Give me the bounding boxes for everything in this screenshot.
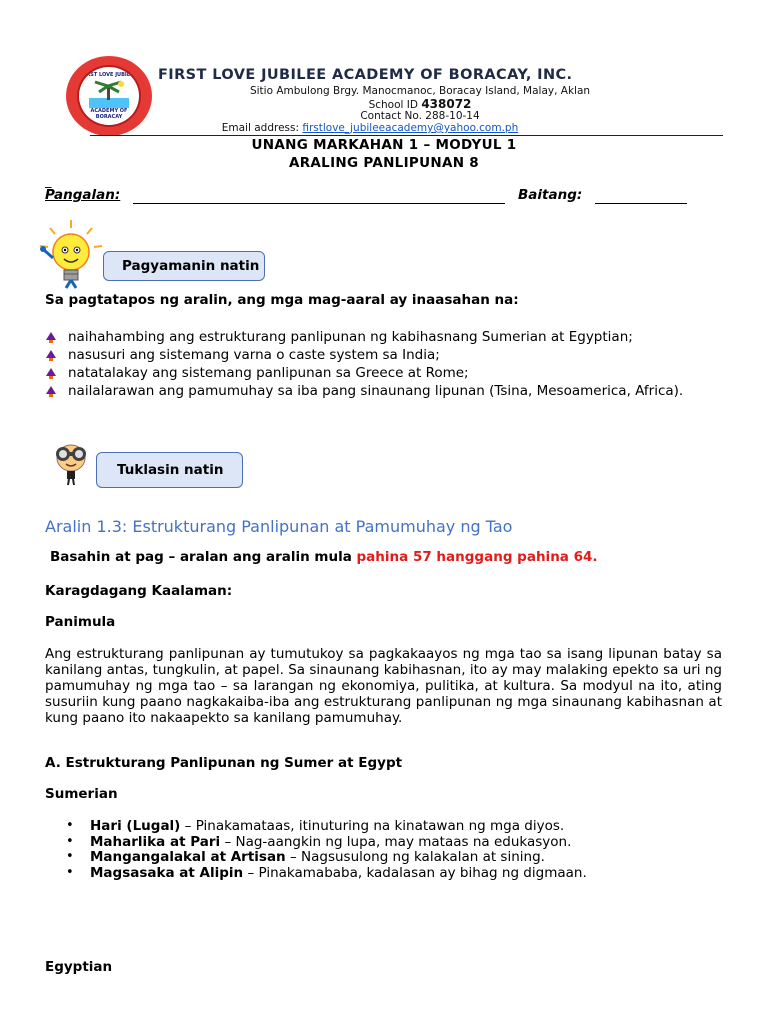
grade-field[interactable]: [595, 203, 687, 204]
objective-item: natatalakay ang sistemang panlipunan sa Greece at Rome;: [68, 364, 728, 382]
grade-label: Baitang:: [518, 187, 583, 203]
egyptian-heading: Egyptian: [45, 959, 113, 975]
bullet-dot-icon: •: [66, 818, 74, 833]
bullet-dot-icon: •: [66, 834, 74, 849]
school-name: FIRST LOVE JUBILEE ACADEMY OF BORACAY, INC.: [158, 67, 573, 83]
contact-number: Contact No. 288-10-14: [360, 110, 480, 122]
sumerian-class-item: • Maharlika at Pari – Nag-aangkin ng lupa, may mataas na edukasyon.: [66, 834, 572, 850]
objective-item: nailalarawan ang pamumuhay sa iba pang sinaunang lipunan (Tsina, Mesoamerica, Africa).: [68, 382, 728, 400]
intro-heading: Panimula: [45, 614, 116, 630]
school-logo-emblem: [77, 65, 141, 127]
objectives-intro: Sa pagtatapos ng aralin, ang mga mag-aaral ay inaasahan na:: [45, 292, 519, 308]
arrow-bullet-icon: [46, 332, 56, 340]
binoculars-character-icon: [48, 440, 94, 486]
section-a-heading: A. Estrukturang Panlipunan ng Sumer at Egypt: [45, 755, 403, 771]
school-id-label: School ID: [368, 99, 418, 111]
logo-text-bottom: ACADEMY OF BORACAY: [90, 108, 128, 120]
arrow-bullet-icon: [46, 386, 56, 394]
sumerian-class-item: • Hari (Lugal) – Pinakamataas, itinuturing na kinatawan ng mga diyos.: [66, 818, 565, 834]
header-divider: [90, 135, 723, 136]
reading-pages: pahina 57 hanggang pahina 64.: [356, 549, 598, 565]
reading-instruction: [50, 549, 598, 565]
name-label: Pangalan:: [45, 187, 121, 203]
tuklasin-label: Tuklasin natin: [96, 452, 243, 488]
objective-item: naihahambing ang estrukturang panlipunan ng kabihasnang Sumerian at Egyptian;: [68, 328, 728, 346]
pagyamanin-label: Pagyamanin natin: [103, 251, 265, 281]
extra-knowledge-heading: Karagdagang Kaalaman:: [45, 583, 233, 599]
arrow-bullet-icon: [46, 350, 56, 358]
objective-item: nasusuri ang sistemang varna o caste system sa India;: [68, 346, 728, 364]
email-line: [130, 122, 610, 134]
email-label: Email address:: [221, 122, 300, 134]
bullet-dot-icon: •: [66, 865, 74, 880]
subject-title: ARALING PANLIPUNAN 8: [288, 155, 480, 171]
arrow-bullet-icon: [46, 368, 56, 376]
sumerian-class-item: • Magsasaka at Alipin – Pinakamababa, kadalasan ay bihag ng digmaan.: [66, 865, 587, 881]
stray-dash: _: [45, 174, 52, 189]
intro-paragraph: Ang estrukturang panlipunan ay tumutukoy sa pagkakaayos ng mga tao sa isang lipunan batay sa kanilang antas, tungkulin, at papel. Sa sinaunang kabihasnan, ito ay may malaking epekto sa uri ng pamumuhay ng mga tao – sa larangan ng ekonomiya, pulitika, at kultura. Sa modyul na ito, ating susuriin kung paano nagkakaiba-iba ang estrukturang panlipunan ng mga sinaunang kabihasnan at kung paano ito nakaapekto sa kanilang pamumuhay.: [45, 646, 722, 726]
email-link[interactable]: firstlove_jubileeacademy@yahoo.com.ph: [302, 122, 519, 134]
sumerian-class-item: • Mangangalakal at Artisan – Nagsusulong ng kalakalan at sining.: [66, 849, 545, 865]
lesson-title: Aralin 1.3: Estrukturang Panlipunan at Pamumuhay ng Tao: [45, 517, 513, 536]
school-address: Sitio Ambulong Brgy. Manocmanoc, Boracay Island, Malay, Aklan: [249, 85, 591, 97]
school-id-value: 438072: [421, 97, 472, 111]
school-id-line: [180, 97, 660, 111]
sumerian-heading: Sumerian: [45, 786, 118, 802]
palm-tree-icon: [89, 78, 129, 108]
name-field[interactable]: [133, 203, 505, 204]
lightbulb-icon: [36, 218, 106, 290]
logo-text-top: FIRST LOVE JUBILEE: [81, 72, 137, 78]
quarter-title: UNANG MARKAHAN 1 – MODYUL 1: [251, 137, 517, 153]
bullet-dot-icon: •: [66, 849, 74, 864]
reading-instruction-text: Basahin at pag – aralan ang aralin mula: [50, 549, 357, 565]
